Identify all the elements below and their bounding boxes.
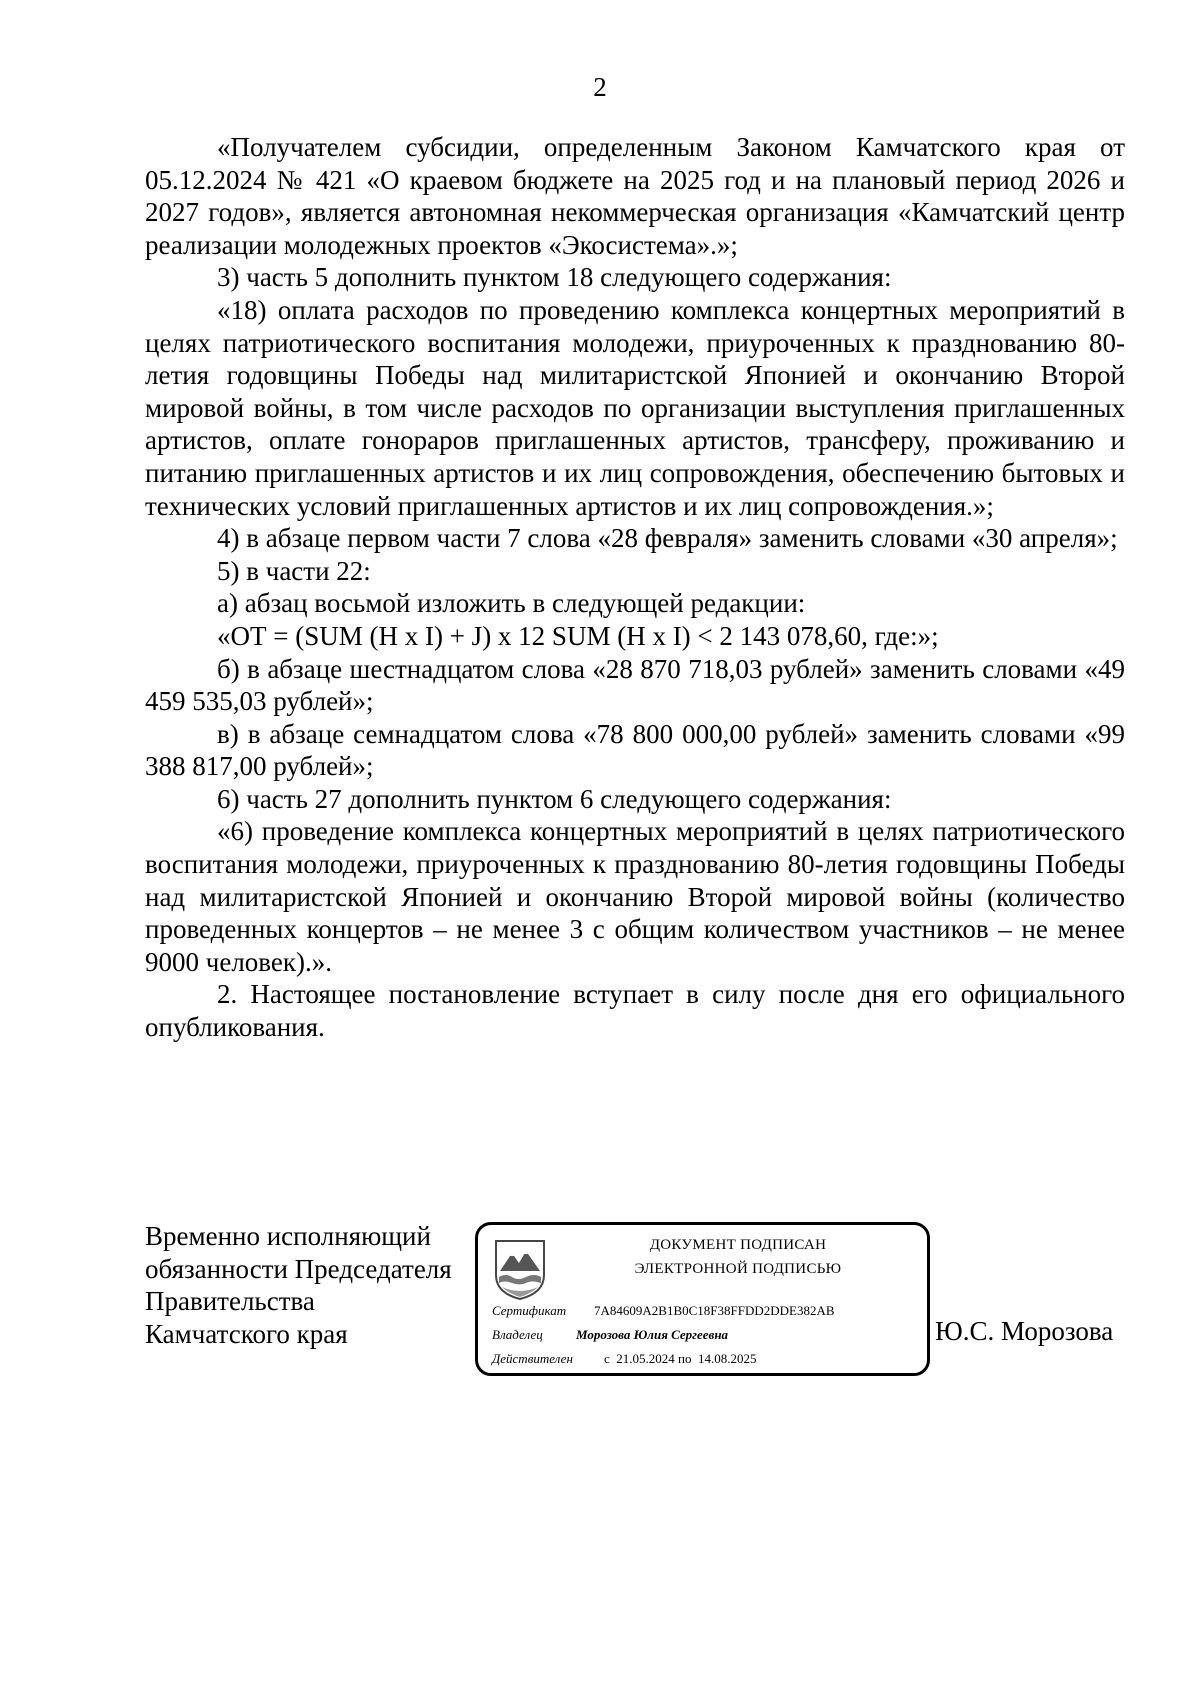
signatory-position-line: Камчатского края: [145, 1318, 348, 1349]
stamp-validity-row: [492, 1351, 756, 1367]
stamp-certificate-row: [492, 1303, 835, 1319]
signatory-position-line: Правительства: [145, 1286, 315, 1316]
document-body: [145, 131, 1125, 1044]
paragraph: 6) часть 27 дополнить пунктом 6 следующего содержания:: [217, 783, 892, 814]
stamp-title-line: ЭЛЕКТРОННОЙ ПОДПИСЬЮ: [634, 1261, 842, 1277]
signatory-position: [145, 1220, 452, 1350]
page-number: 2: [593, 72, 607, 102]
kamchatka-coat-of-arms-icon: [492, 1237, 548, 1301]
stamp-owner-row: [492, 1327, 728, 1343]
paragraph: 3) часть 5 дополнить пунктом 18 следующего содержания:: [217, 262, 892, 293]
paragraph: «Получателем субсидии, определенным Законом Камчатского края от 05.12.2024 № 421 «О краевом бюджете на 2025 год и на плановый период 2026 и 2027 годов», является автономная некоммерческая организация «Камчатский центр реализации молодежных проектов «Экосистема».»;: [145, 132, 1125, 260]
paragraph: 5) в части 22:: [217, 555, 371, 586]
stamp-owner-label: Владелец: [492, 1327, 543, 1342]
paragraph: 4) в абзаце первом части 7 слова «28 февраля» заменить словами «30 апреля»;: [217, 523, 1118, 554]
signatory-position-line: обязанности Председателя: [145, 1253, 452, 1284]
paragraph: б) в абзаце шестнадцатом слова «28 870 718,03 рублей» заменить словами «49 459 535,03 рублей»;: [145, 653, 1125, 717]
paragraph: «18) оплата расходов по проведению комплекса концертных мероприятий в целях патриотического воспитания молодежи, приуроченных к празднованию 80-летия годовщины Победы над милитаристской Японией и окончанию Второй мировой войны, в том числе расходов по организации выступления приглашенных артистов, оплате гонораров приглашенных артистов, трансферу, проживанию и питанию приглашенных артистов и их лиц сопровождения, обеспечению бытовых и технических условий приглашенных артистов и их лиц сопровождения.»;: [145, 294, 1125, 521]
paragraph: а) абзац восьмой изложить в следующей редакции:: [217, 588, 806, 619]
stamp-validity-value: с 21.05.2024 по 14.08.2025: [604, 1351, 757, 1366]
signatory-name: Ю.С. Морозова: [935, 1316, 1114, 1346]
signatory-position-line: Временно исполняющий: [145, 1221, 431, 1251]
paragraph: в) в абзаце семнадцатом слова «78 800 000,00 рублей» заменить словами «99 388 817,00 рублей»;: [145, 718, 1125, 782]
stamp-certificate-value: 7A84609A2B1B0C18F38FFDD2DDE382AB: [594, 1303, 835, 1318]
stamp-title-line: ДОКУМЕНТ ПОДПИСАН: [649, 1237, 827, 1253]
paragraph: «ОТ = (SUM (H x I) + J) x 12 SUM (H x I) < 2 143 078,60, где:»;: [217, 620, 939, 651]
paragraph: «6) проведение комплекса концертных мероприятий в целях патриотического воспитания молодежи, приуроченных к празднованию 80-летия годовщины Победы над милитаристской Японией и окончанию Второй мировой войны (количество проведенных концертов – не менее 3 с общим количеством участников – не менее 9000 человек).».: [145, 816, 1125, 977]
stamp-owner-value: Морозова Юлия Сергеевна: [576, 1327, 729, 1342]
stamp-certificate-label: Сертификат: [492, 1303, 567, 1318]
electronic-signature-stamp: [475, 1222, 930, 1376]
paragraph: 2. Настоящее постановление вступает в силу после дня его официального опубликования.: [145, 979, 1125, 1043]
stamp-validity-label: Действителен: [492, 1351, 573, 1366]
